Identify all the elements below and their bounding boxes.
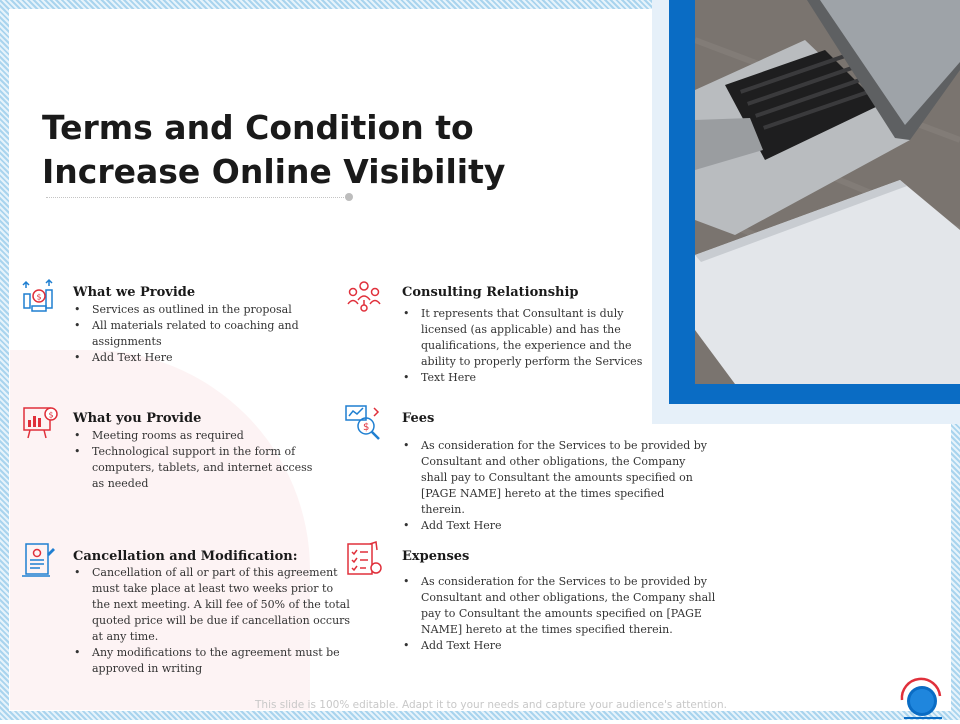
bullet-list [403,574,719,654]
presentation-board-icon [20,402,60,442]
list-item: • Any modifications to the agreement must be approved in writing [74,645,354,677]
list-item: • Cancellation of all or part of this agreement must take place at least two weeks prior to the next meeting. A kill fee of 50% of the total quoted price will be due if cancellation occurs at any time. [74,565,354,645]
section-heading: Fees [402,411,435,426]
section-heading: What you Provide [73,411,202,426]
title-divider-dot [345,193,353,201]
svg-text:$: $ [48,410,54,420]
list-item: • As consideration for the Services to be provided by Consultant and other obligations, the Company shall pay to Consultant the amounts specified on [PAGE NAME] hereto at the times specified therein. [403,438,708,518]
contract-document-icon [20,540,60,580]
section-heading: Consulting Relationship [402,285,579,300]
page-title: Terms and Condition to Increase Online Visibility [42,108,506,191]
section-heading: Expenses [402,549,470,564]
laptop-photo [695,0,960,384]
bullet-list [403,438,708,534]
list-item: • All materials related to coaching and assignments [74,318,314,350]
list-item: • Add Text Here [403,518,708,534]
financial-analysis-icon [344,402,384,442]
list-item: • Text Here [403,370,649,386]
section-heading: What we Provide [73,285,196,300]
bullet-list [74,302,314,366]
section-heading: Cancellation and Modification: [73,549,298,564]
list-item: • Add Text Here [403,638,719,654]
bullet-list [74,428,314,492]
team-network-icon [344,276,384,316]
list-item: • Technological support in the form of computers, tablets, and internet access as needed [74,444,314,492]
expense-checklist-icon [344,540,384,580]
corner-logo [898,676,944,720]
list-item: • Add Text Here [74,350,314,366]
svg-text:$: $ [36,292,42,302]
list-item: • As consideration for the Services to be provided by Consultant and other obligations, the Company shall pay to Consultant the amounts specified on [PAGE NAME] hereto at the times specified therein. [403,574,719,638]
title-divider [46,197,346,198]
svg-text:$: $ [363,422,370,433]
list-item: • Services as outlined in the proposal [74,302,314,318]
bullet-list [74,565,354,677]
list-item: • It represents that Consultant is duly licensed (as applicable) and has the qualifications, the experience and the ability to properly perform the Services [403,306,649,370]
bullet-list [403,306,649,386]
list-item: • Meeting rooms as required [74,428,314,444]
footer-note: This slide is 100% editable. Adapt it to your needs and capture your audience's attention. [255,699,727,711]
money-growth-icon [20,276,60,316]
